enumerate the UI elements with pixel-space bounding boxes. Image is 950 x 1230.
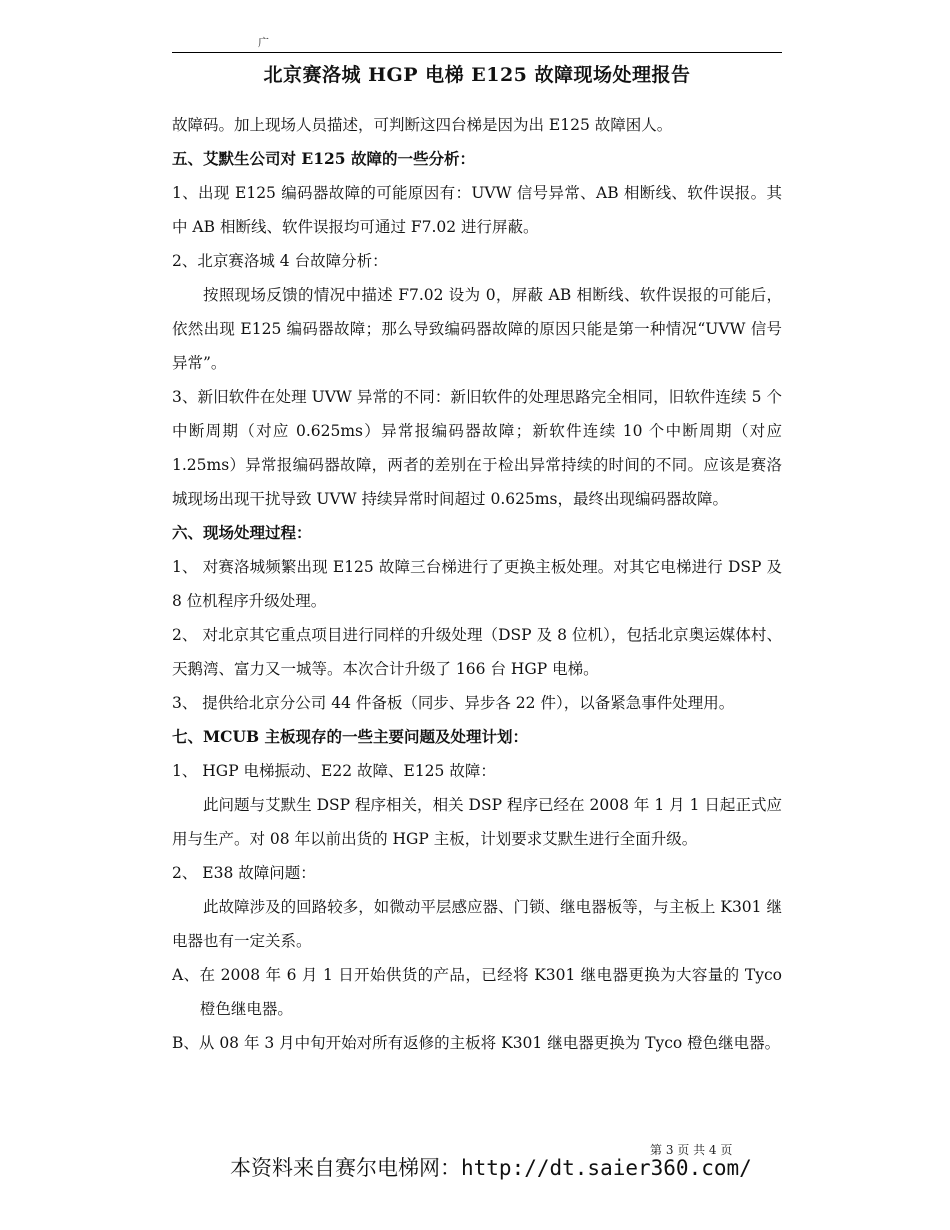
body-paragraph: 此故障涉及的回路较多，如微动平层感应器、门锁、继电器板等，与主板上 K301 继电器也有一定关系。	[172, 898, 782, 950]
body-paragraph: 2、北京赛洛城 4 台故障分析：	[172, 252, 388, 270]
document-title: 北京赛洛城 HGP 电梯 E125 故障现场处理报告	[263, 64, 691, 86]
body-paragraph: 1、出现 E125 编码器故障的可能原因有：UVW 信号异常、AB 相断线、软件误报。其中 AB 相断线、软件误报均可通过 F7.02 进行屏蔽。	[172, 184, 782, 236]
list-item: 2、 E38 故障问题：	[172, 864, 316, 882]
list-item: 1、 对赛洛城频繁出现 E125 故障三台梯进行了更换主板处理。对其它电梯进行 DSP 及 8 位机程序升级处理。	[172, 558, 782, 610]
body-paragraph: 按照现场反馈的情况中描述 F7.02 设为 0，屏蔽 AB 相断线、软件误报的可能后，依然出现 E125 编码器故障；那么导致编码器故障的原因只能是第一种情况“UVW 信号异常”。	[172, 286, 782, 372]
list-item: 2、 对北京其它重点项目进行同样的升级处理（DSP 及 8 位机），包括北京奥运媒体村、天鹅湾、富力又一城等。本次合计升级了 166 台 HGP 电梯。	[172, 626, 782, 678]
list-item: B、从 08 年 3 月中旬开始对所有返修的主板将 K301 继电器更换为 Tyco 橙色继电器。	[172, 1034, 781, 1052]
section-heading: 五、艾默生公司对 E125 故障的一些分析：	[172, 149, 475, 168]
section-heading: 六、现场处理过程：	[172, 523, 312, 542]
page-number: 第 3 页 共 4 页	[650, 1143, 733, 1157]
document-body	[172, 108, 782, 1060]
body-paragraph: 此问题与艾默生 DSP 程序相关，相关 DSP 程序已经在 2008 年 1 月 1 日起正式应用与生产。对 08 年以前出货的 HGP 主板，计划要求艾默生进行全面升级。	[172, 796, 782, 848]
section-heading: 七、MCUB 主板现存的一些主要问题及处理计划：	[172, 727, 529, 746]
body-paragraph: 故障码。加上现场人员描述，可判断这四台梯是因为出 E125 故障困人。	[172, 116, 673, 134]
header-mark: 广	[258, 36, 269, 49]
header-divider	[172, 52, 782, 53]
list-item: 1、 HGP 电梯振动、E22 故障、E125 故障：	[172, 762, 496, 780]
list-item: 3、 提供给北京分公司 44 件备板（同步、异步各 22 件），以备紧急事件处理用。	[172, 694, 735, 712]
list-item: A、在 2008 年 6 月 1 日开始供货的产品，已经将 K301 继电器更换为大容量的 Tyco 橙色继电器。	[172, 966, 782, 1018]
body-paragraph: 3、新旧软件在处理 UVW 异常的不同：新旧软件的处理思路完全相同，旧软件连续 5 个中断周期（对应 0.625ms）异常报编码器故障；新软件连续 10 个中断周期（对应 1.25ms）异常报编码器故障，两者的差别在于检出异常持续的时间的不同。应该是赛洛城现场出现干扰导致 UVW 持续异常时间超过 0.625ms，最终出现编码器故障。	[172, 388, 782, 508]
source-footer: 本资料来自赛尔电梯网：http://dt.saier360.com/	[230, 1156, 752, 1180]
